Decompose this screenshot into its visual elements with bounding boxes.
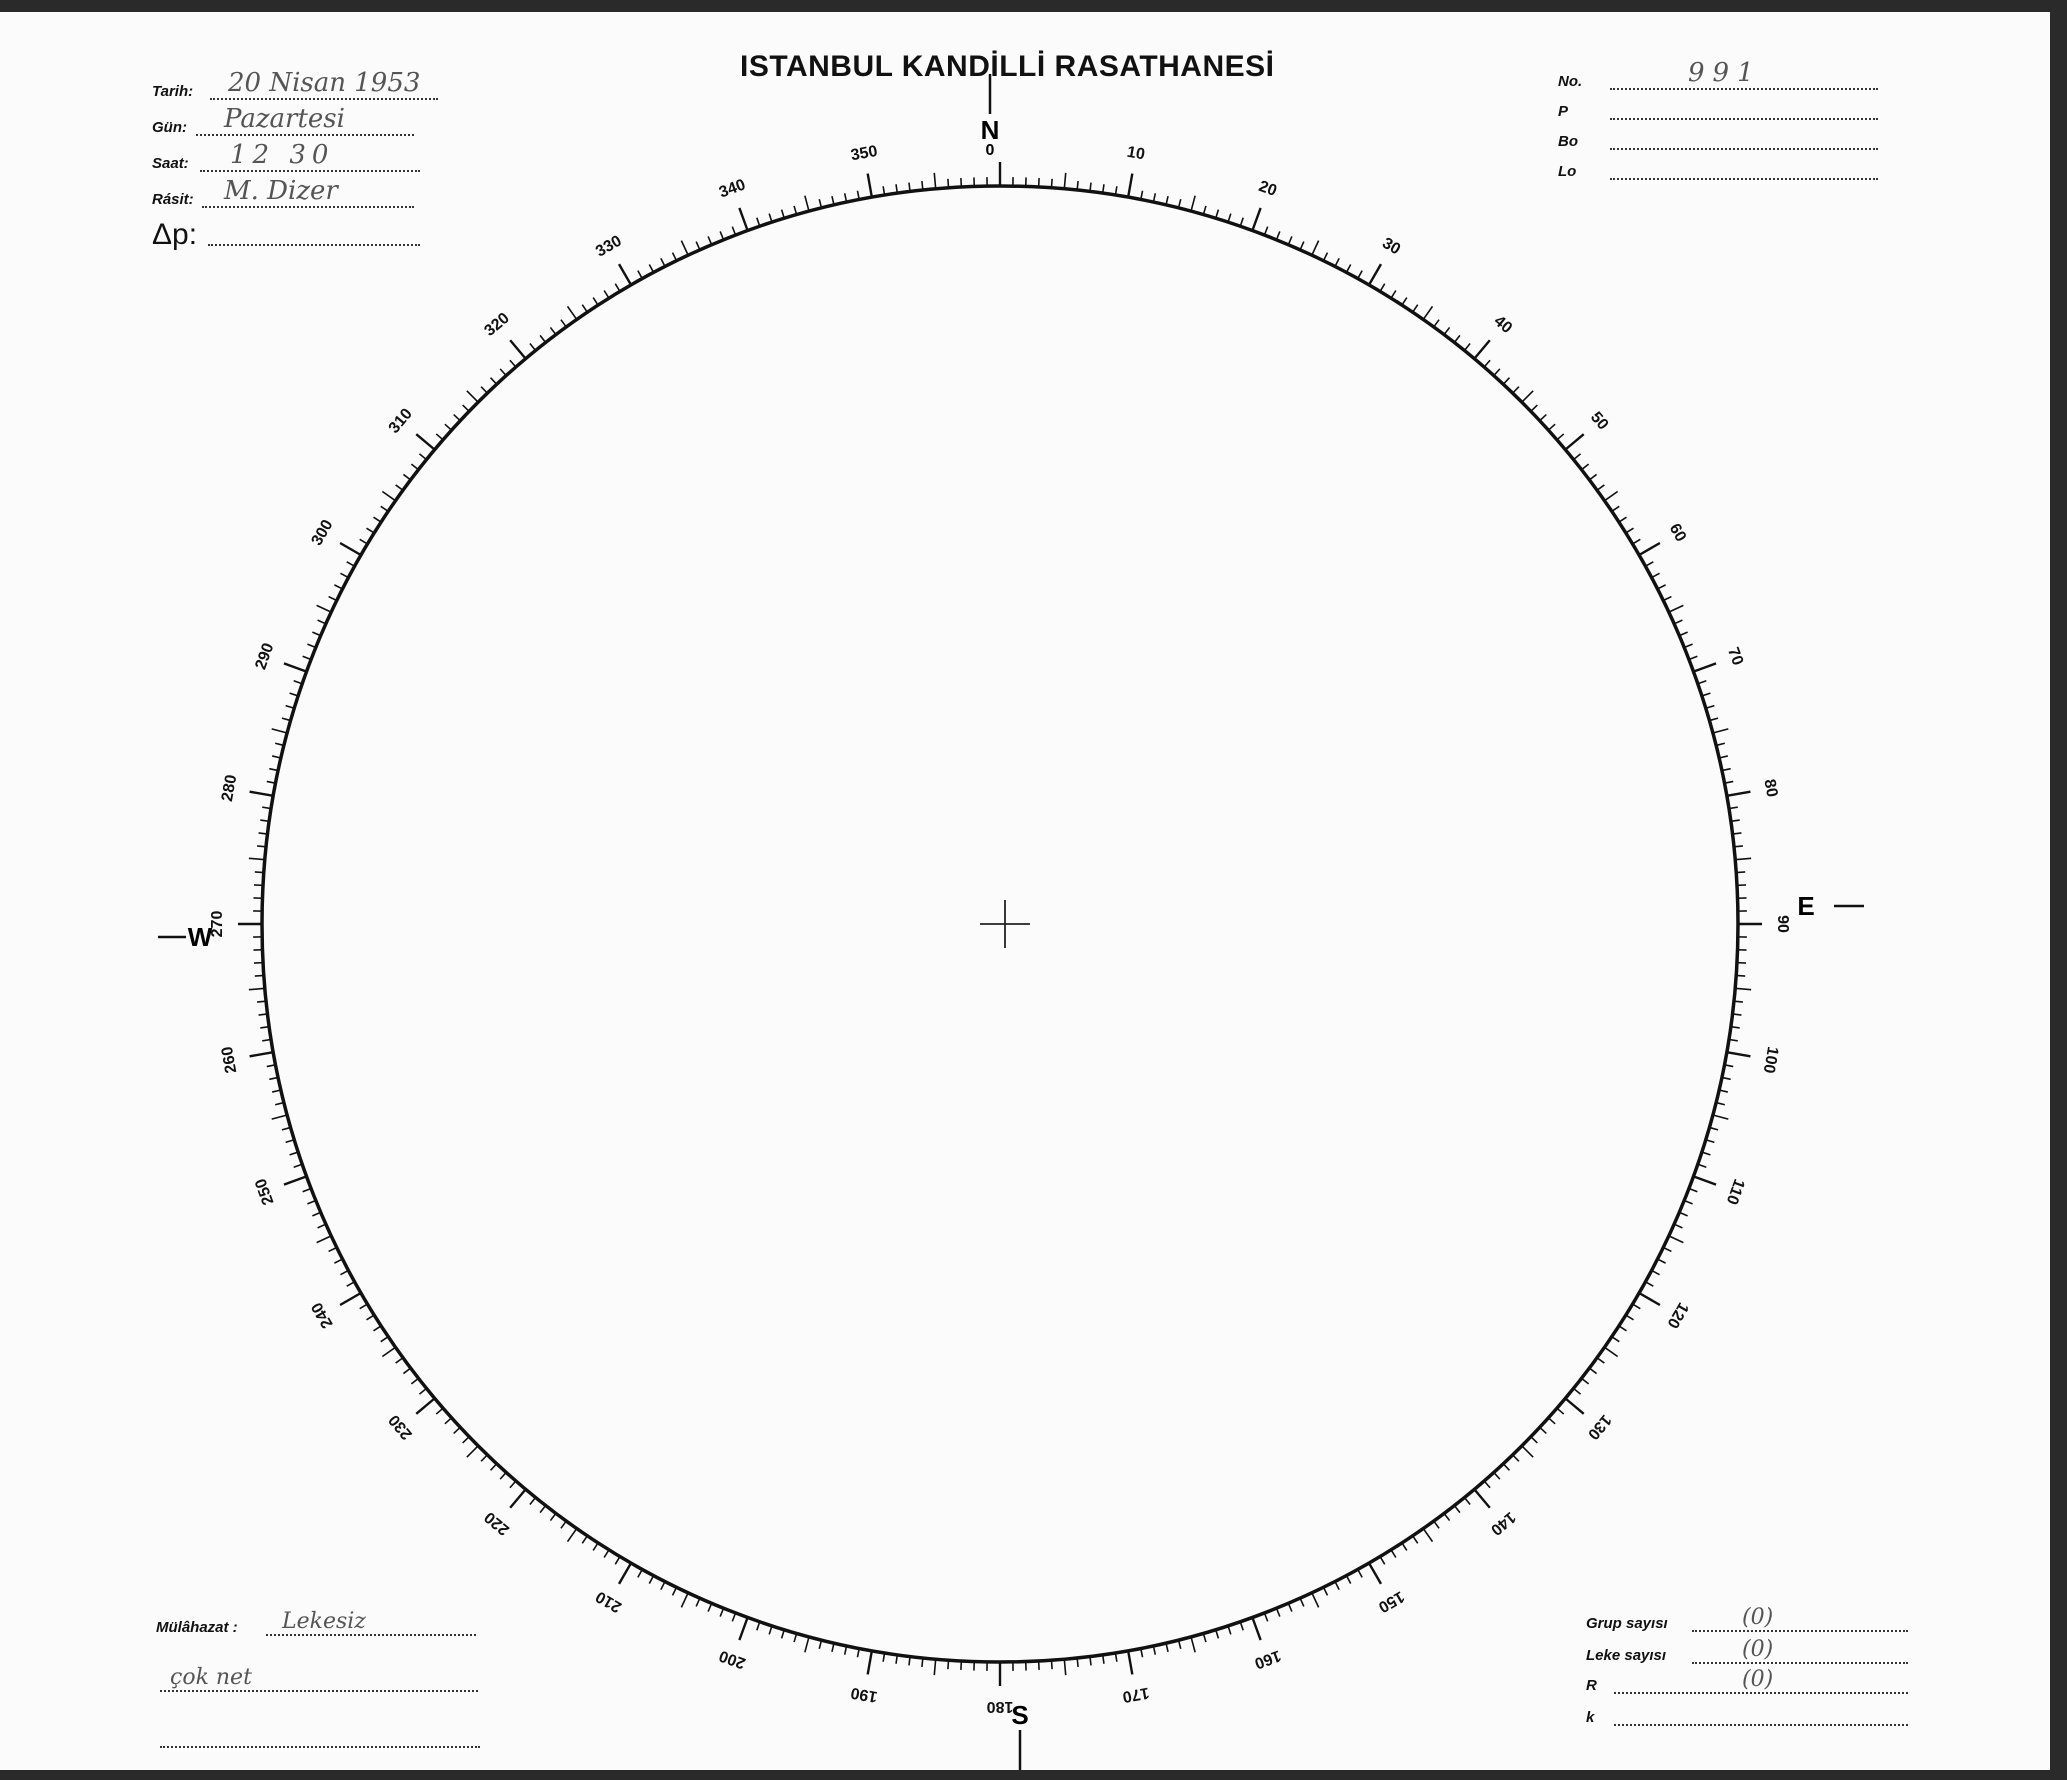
west-label: W <box>187 922 213 952</box>
dial-tick <box>1369 264 1381 285</box>
observer-field[interactable] <box>152 176 414 212</box>
dial-tick <box>317 1236 332 1243</box>
dial-tick <box>1735 988 1751 989</box>
p-label: P <box>1558 103 1569 120</box>
date-field[interactable] <box>152 68 438 104</box>
dial-tick <box>681 241 688 256</box>
dial-tick <box>1128 1651 1132 1675</box>
dial-tick <box>1312 1593 1319 1608</box>
dial-tick <box>1474 340 1489 358</box>
dial-tick <box>1128 174 1132 198</box>
degree-label-200: 200 <box>716 1646 748 1672</box>
number-field[interactable] <box>1558 58 1878 94</box>
degree-label-250: 250 <box>252 1176 278 1208</box>
dial-degree-labels <box>209 143 1791 1715</box>
group-count-field[interactable] <box>1586 1606 1908 1636</box>
degree-label-50: 50 <box>1586 408 1612 434</box>
observer-value: M. Dizer <box>224 176 338 206</box>
degree-label-80: 80 <box>1760 777 1781 799</box>
south-label: S <box>1011 1700 1029 1730</box>
dial-tick <box>249 858 265 859</box>
degree-label-40: 40 <box>1490 312 1516 338</box>
degree-label-70: 70 <box>1724 645 1747 668</box>
degree-label-140: 140 <box>1487 1508 1519 1539</box>
p-field[interactable] <box>1558 94 1878 124</box>
observation-sheet <box>0 12 2050 1770</box>
dial-tick <box>1423 1529 1432 1542</box>
dial-tick <box>272 729 287 733</box>
lo-field[interactable] <box>1558 154 1878 184</box>
bo-field[interactable] <box>1558 124 1878 154</box>
r-label: R <box>1586 1677 1597 1694</box>
dial-tick <box>382 492 395 501</box>
dial-tick <box>510 1489 525 1507</box>
degree-label-260: 260 <box>218 1045 241 1075</box>
degree-label-340: 340 <box>716 176 748 202</box>
dial-tick <box>1693 1176 1716 1184</box>
day-value: Pazartesi <box>224 104 345 134</box>
k-field[interactable] <box>1586 1700 1908 1730</box>
degree-label-300: 300 <box>308 517 337 549</box>
degree-label-10: 10 <box>1125 143 1147 164</box>
dial-tick <box>1191 196 1195 211</box>
dial-tick <box>681 1593 688 1608</box>
dial-tick <box>1522 1446 1533 1457</box>
dial-tick <box>1735 858 1751 859</box>
dial-tick <box>1639 543 1660 555</box>
dial-tick <box>284 663 307 671</box>
dial-tick <box>1064 1659 1065 1675</box>
degree-label-210: 210 <box>593 1587 625 1616</box>
north-label: N <box>980 115 1000 145</box>
dial-tick <box>382 1347 395 1356</box>
degree-label-190: 190 <box>849 1683 879 1706</box>
dial-tick <box>1639 1293 1660 1305</box>
remarks-line2-field[interactable] <box>160 1666 478 1696</box>
degree-label-280: 280 <box>218 773 241 803</box>
zero-label: 0 <box>985 142 995 159</box>
day-label: Gün: <box>152 119 187 136</box>
dial-tick <box>934 1659 935 1675</box>
dial-tick <box>272 1115 287 1119</box>
degree-label-100: 100 <box>1759 1045 1782 1075</box>
degree-label-30: 30 <box>1379 234 1404 259</box>
dial-tick <box>416 434 434 449</box>
dial-tick <box>1605 492 1618 501</box>
degree-label-130: 130 <box>1584 1411 1615 1443</box>
dial-tick <box>568 1529 577 1542</box>
degree-label-170: 170 <box>1121 1683 1151 1706</box>
dial-tick <box>1522 391 1533 402</box>
dial-tick <box>416 1398 434 1413</box>
degree-label-310: 310 <box>385 405 416 437</box>
dial-tick <box>250 792 274 796</box>
dial-tick <box>619 264 631 285</box>
dial-tick <box>868 174 872 198</box>
dial-tick <box>467 391 478 402</box>
degree-label-220: 220 <box>481 1508 513 1539</box>
dial-tick <box>934 173 935 189</box>
dial-tick <box>1713 1115 1728 1119</box>
date-value: 20 Nisan 1953 <box>228 68 421 98</box>
date-label: Tarih: <box>152 83 194 100</box>
remarks-line3-field[interactable] <box>160 1722 480 1752</box>
dial-tick <box>340 1293 361 1305</box>
dial-tick <box>1727 1052 1751 1056</box>
dial-tick <box>868 1651 872 1675</box>
dial-tick <box>1565 434 1583 449</box>
degree-label-120: 120 <box>1663 1299 1692 1331</box>
remarks-line1: Lekesiz <box>282 1609 366 1634</box>
dial-tick <box>1605 1347 1618 1356</box>
spot-count-value: (0) <box>1742 1637 1774 1662</box>
remarks-line2: çok net <box>170 1665 252 1690</box>
dial-tick <box>1565 1398 1583 1413</box>
number-value: 991 <box>1688 58 1762 88</box>
degree-label-230: 230 <box>385 1411 416 1443</box>
dial-tick <box>1693 663 1716 671</box>
dial-tick <box>1064 173 1065 189</box>
dial-tick <box>1423 306 1432 319</box>
dial-tick <box>1474 1489 1489 1507</box>
degree-label-270: 270 <box>209 910 227 938</box>
degree-label-350: 350 <box>849 142 879 165</box>
time-label: Saat: <box>152 155 189 172</box>
degree-label-110: 110 <box>1722 1176 1748 1207</box>
time-field[interactable] <box>152 140 420 176</box>
dial-tick <box>249 988 265 989</box>
lo-label: Lo <box>1558 163 1577 180</box>
dial-tick <box>250 1052 274 1056</box>
degree-label-160: 160 <box>1252 1646 1284 1672</box>
group-count-label: Grup sayısı <box>1586 1615 1668 1632</box>
day-field[interactable] <box>152 104 414 140</box>
degree-label-90: 90 <box>1773 915 1791 933</box>
number-label: No. <box>1558 73 1583 90</box>
dial-tick <box>739 1617 747 1640</box>
dial-tick <box>1713 729 1728 733</box>
page-title: ISTANBUL KANDİLLİ RASATHANESİ <box>740 50 1275 83</box>
dial-tick <box>805 1637 809 1652</box>
k-label: k <box>1586 1709 1595 1726</box>
dial-tick <box>467 1446 478 1457</box>
dial-tick <box>317 605 332 612</box>
spot-count-field[interactable] <box>1586 1638 1908 1668</box>
dial-tick <box>568 306 577 319</box>
bo-label: Bo <box>1558 133 1578 150</box>
degree-label-180: 180 <box>986 1697 1014 1715</box>
degree-label-240: 240 <box>308 1299 337 1331</box>
delta-p-label: Δp: <box>152 218 198 251</box>
degree-label-20: 20 <box>1256 177 1279 200</box>
time-value: 12 30 <box>230 140 335 170</box>
dial-tick <box>510 340 525 358</box>
spot-count-label: Leke sayısı <box>1586 1647 1667 1664</box>
degree-label-150: 150 <box>1375 1587 1407 1616</box>
delta-p-field[interactable] <box>152 220 420 250</box>
dial-tick <box>1727 792 1751 796</box>
dial-tick <box>1369 1563 1381 1584</box>
remarks-field[interactable] <box>156 1610 476 1640</box>
dial-tick <box>1252 208 1260 231</box>
observer-label: Rásit: <box>152 191 194 208</box>
dial-tick <box>1191 1637 1195 1652</box>
dial-tick <box>284 1176 307 1184</box>
dial-tick <box>1669 605 1684 612</box>
r-value: (0) <box>1742 1667 1774 1692</box>
degree-label-330: 330 <box>593 232 625 261</box>
dial-tick <box>805 196 809 211</box>
r-field[interactable] <box>1586 1668 1908 1698</box>
east-label: E <box>1797 891 1815 921</box>
group-count-value: (0) <box>1742 1605 1774 1630</box>
remarks-label: Mülâhazat : <box>156 1619 238 1636</box>
dial-tick <box>739 208 747 231</box>
degree-label-320: 320 <box>481 309 513 340</box>
dial-tick <box>1312 241 1319 256</box>
dial-tick <box>340 543 361 555</box>
degree-label-290: 290 <box>252 640 278 672</box>
dial-tick <box>619 1563 631 1584</box>
degree-label-60: 60 <box>1665 520 1690 545</box>
dial-tick <box>1252 1617 1260 1640</box>
solar-disk-dial <box>0 12 2050 1770</box>
dial-tick <box>1669 1236 1684 1243</box>
